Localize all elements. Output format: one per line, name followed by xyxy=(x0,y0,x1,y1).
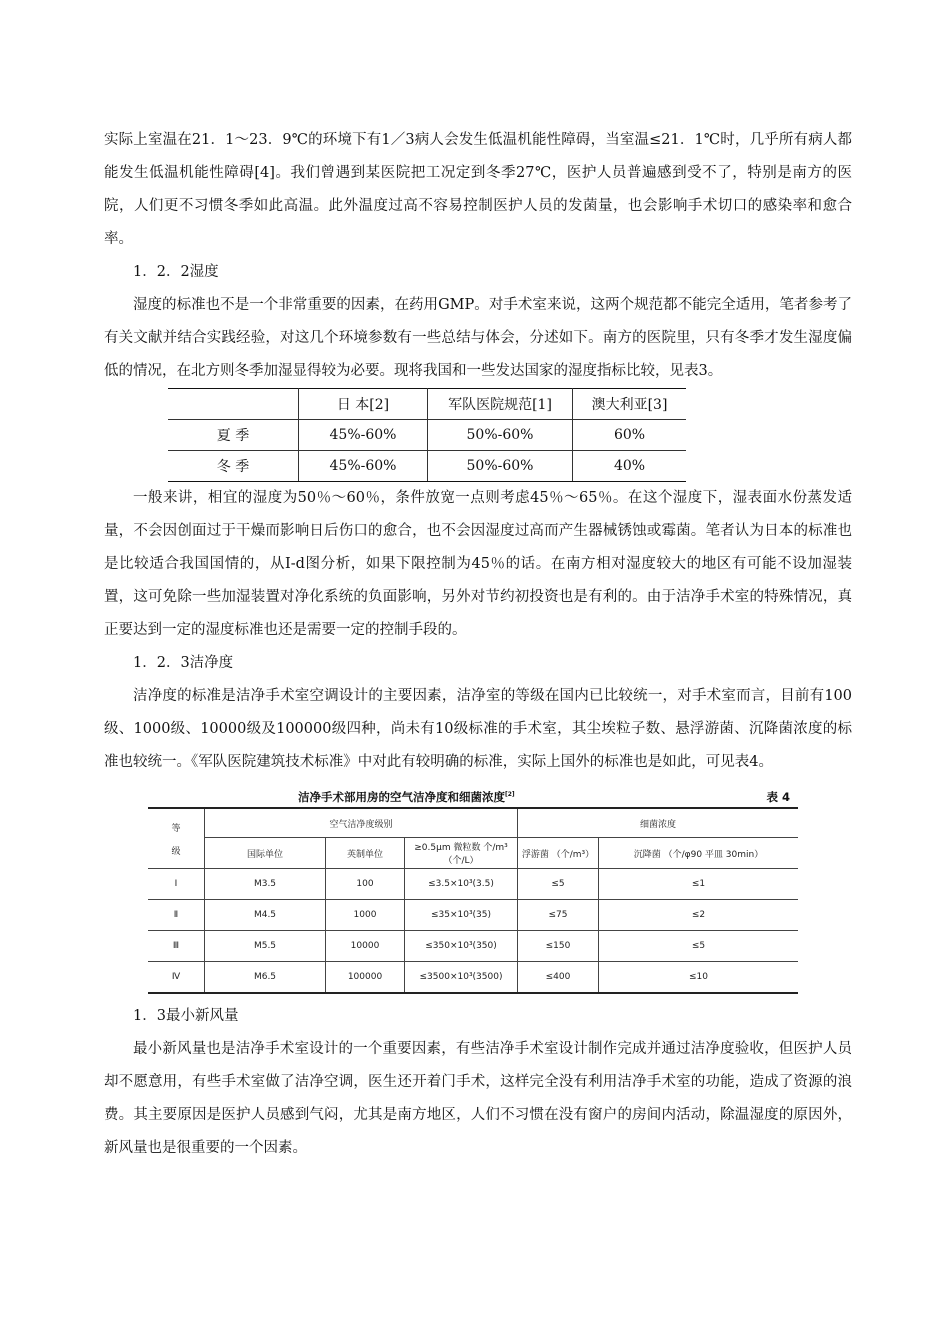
table-cell-group-air: 空气洁净度级别 xyxy=(205,808,518,838)
heading-fresh-air: 1．3最小新风量 xyxy=(133,1008,239,1024)
table-cell: 浮游菌 （个/m³） xyxy=(518,838,599,869)
table-cell: M4.5 xyxy=(205,900,326,931)
table-cell: 100000 xyxy=(326,962,405,994)
table-cell: ≤35×10³(35) xyxy=(405,900,518,931)
heading-humidity: 1．2．2湿度 xyxy=(133,264,219,280)
table-cell: 40% xyxy=(573,451,687,482)
table-cell: ≤1 xyxy=(599,869,799,900)
table-cell: 冬 季 xyxy=(168,451,299,482)
table-cell: 军队医院规范[1] xyxy=(428,389,573,420)
table-cell: ≤3500×10³(3500) xyxy=(405,962,518,994)
table-row xyxy=(148,869,798,900)
table-row xyxy=(148,962,798,994)
table-header-row xyxy=(168,389,686,420)
table-cell: Ⅲ xyxy=(148,931,205,962)
paragraph-humidity-discussion: 一般来讲，相宜的湿度为50％～60％，条件放宽一点则考虑45％～65％。在这个湿度下，湿表面水份蒸发适量，不会因创面过于干燥而影响日后伤口的愈合，也不会因湿度过高而产生器械锈蚀或霉菌。笔者认为日本的标准也是比较适合我国国情的，从I-d图分析，如果下限控制为45％的话。在南方相对湿度较大的地区有可能不设加湿装置，这可免除一些加湿装置对净化系统的负面影响，另外对节约初投资也是有利的。由于洁净手术室的特殊情况，真正要达到一定的湿度标准也还是需要一定的控制手段的。 xyxy=(104,490,852,638)
table-cell: 沉降菌 （个/φ90 平皿 30min） xyxy=(599,838,799,869)
table-cell: 1000 xyxy=(326,900,405,931)
table-cell: 国际单位 xyxy=(205,838,326,869)
table-cell xyxy=(168,389,299,420)
table-cell: ≤2 xyxy=(599,900,799,931)
table-cell: Ⅳ xyxy=(148,962,205,994)
table-header-row xyxy=(148,808,798,838)
table-cell: ≤150 xyxy=(518,931,599,962)
table-cell: ≤10 xyxy=(599,962,799,994)
table-cell: 夏 季 xyxy=(168,420,299,451)
table-cell: 英制单位 xyxy=(326,838,405,869)
table-cell: M5.5 xyxy=(205,931,326,962)
table-cell: 澳大利亚[3] xyxy=(573,389,687,420)
table-cell: ≤400 xyxy=(518,962,599,994)
paragraph-cleanliness: 洁净度的标准是洁净手术室空调设计的主要因素，洁净室的等级在国内已比较统一，对手术室而言，目前有100级、1000级、10000级及100000级四种，尚未有10级标准的手术室，其尘埃粒子数、悬浮游菌、沉降菌浓度的标准也较统一。《军队医院建筑技术标准》中对此有较明确的标准，实际上国外的标准也是如此，可见表4。 xyxy=(104,688,852,770)
table-cell: 50%-60% xyxy=(428,420,573,451)
table-row xyxy=(168,420,686,451)
table-4-label: 表 4 xyxy=(766,790,790,804)
table-4-cleanliness xyxy=(148,807,798,994)
table-cell: 60% xyxy=(573,420,687,451)
table-4-caption xyxy=(148,785,798,807)
heading-cleanliness: 1．2．3洁净度 xyxy=(133,655,234,671)
paragraph-humidity: 湿度的标准也不是一个非常重要的因素，在药用GMP。对手术室来说，这两个规范都不能完全适用，笔者参考了有关文献并结合实践经验，对这几个环境参数有一些总结与体会，分述如下。南方的医院里，只有冬季才发生湿度偏低的情况，在北方则冬季加湿显得较为必要。现将我国和一些发达国家的湿度指标比较，见表3。 xyxy=(104,297,852,379)
table-cell: ≤5 xyxy=(518,869,599,900)
table-cell: ≤350×10³(350) xyxy=(405,931,518,962)
paragraph-fresh-air: 最小新风量也是洁净手术室设计的一个重要因素，有些洁净手术室设计制作完成并通过洁净度验收，但医护人员却不愿意用，有些手术室做了洁净空调，医生还开着门手术，这样完全没有利用洁净手术室的功能，造成了资源的浪费。其主要原因是医护人员感到气闷，尤其是南方地区，人们不习惯在没有窗户的房间内活动，除温湿度的原因外，新风量也是很重要的一个因素。 xyxy=(104,1041,852,1156)
table-cell: M3.5 xyxy=(205,869,326,900)
table-cell: Ⅰ xyxy=(148,869,205,900)
table-cell: 100 xyxy=(326,869,405,900)
table-cell: Ⅱ xyxy=(148,900,205,931)
table-cell-group-bacteria: 细菌浓度 xyxy=(518,808,799,838)
table-cell: 45%-60% xyxy=(299,451,428,482)
table-cell: 10000 xyxy=(326,931,405,962)
table-cell: 45%-60% xyxy=(299,420,428,451)
table-header-row xyxy=(148,838,798,869)
paragraph-temperature: 实际上室温在21．1～23．9℃的环境下有1／3病人会发生低温机能性障碍，当室温≤21．1℃时，几乎所有病人都能发生低温机能性障碍[4]。我们曾遇到某医院把工况定到冬季27℃，医护人员普遍感到受不了，特别是南方的医院，人们更不习惯冬季如此高温。此外温度过高不容易控制医护人员的发菌量，也会影响手术切口的感染率和愈合率。 xyxy=(104,132,852,247)
table-cell: ≤5 xyxy=(599,931,799,962)
table-cell: M6.5 xyxy=(205,962,326,994)
table-row xyxy=(168,451,686,482)
table-4-figure xyxy=(148,785,798,994)
table-cell-grade: 等 级 xyxy=(148,808,205,869)
table-4-title: 洁净手术部用房的空气洁净度和细菌浓度[2] xyxy=(298,790,515,804)
table-cell: ≥0.5μm 微粒数 个/m³（个/L） xyxy=(405,838,518,869)
table-3-humidity xyxy=(168,388,686,482)
document-page xyxy=(104,124,852,1165)
table-cell: 日 本[2] xyxy=(299,389,428,420)
table-row xyxy=(148,931,798,962)
table-row xyxy=(148,900,798,931)
table-cell: ≤75 xyxy=(518,900,599,931)
table-cell: ≤3.5×10³(3.5) xyxy=(405,869,518,900)
table-cell: 50%-60% xyxy=(428,451,573,482)
